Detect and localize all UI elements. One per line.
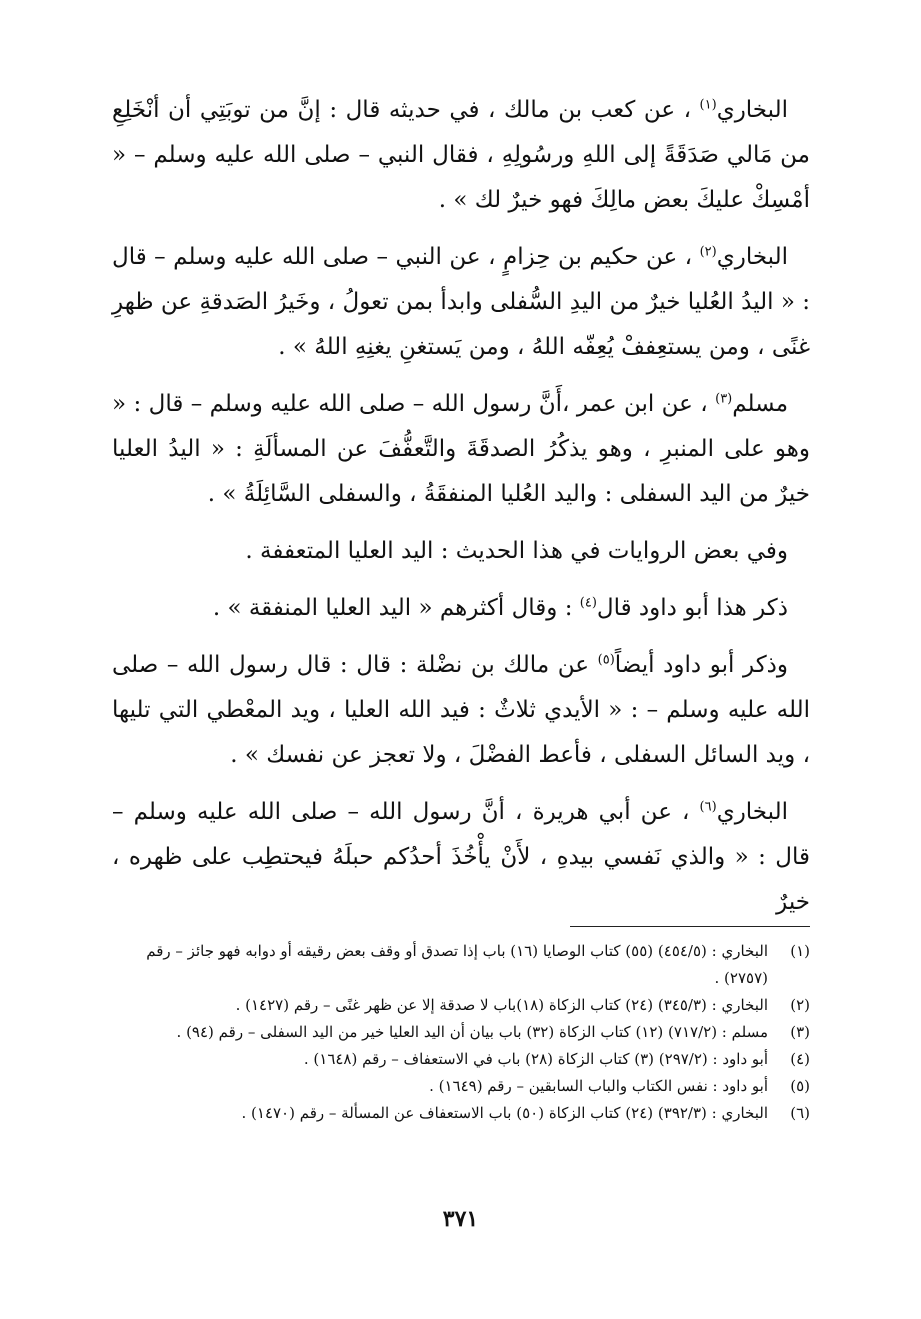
footnotes [112,938,810,1127]
footnote-ref[interactable]: (٤) [579,595,597,611]
footnote-number: (٤) [790,1050,810,1068]
footnote-4 [112,1046,810,1073]
source-name: البخاري [716,799,788,825]
footnote-ref[interactable]: (٥) [597,652,615,668]
footnote-2 [112,992,810,1019]
source-name: البخاري [716,97,788,123]
footnote-5 [112,1073,810,1100]
paragraph-text: وفي بعض الروايات في هذا الحديث : اليد العليا المتعففة . [245,538,788,564]
footnote-text: البخاري : (٣٩٢/٣) (٢٤) كتاب الزكاة (٥٠) باب الاستعفاف عن المسألة – رقم (١٤٧٠) . [241,1104,768,1122]
paragraph-text: : وقال أكثرهم « اليد العليا المنفقة » . [212,595,573,621]
source-name: مسلم [732,391,789,417]
footnote-ref[interactable]: (١) [699,97,717,113]
paragraph-text: ، عن كعب بن مالك ، في حديثه قال : إنَّ من توبَتِي أن أنْخَلِعِ من مَالي صَدَقَةً إلى اللهِ ورسُولِهِ ، فقال النبي – صلى الله عليه وسلم – « أمْسِكْ عليكَ بعض مالِكَ فهو خيرٌ لك » . [112,97,810,213]
paragraph-abu-dawud-2 [112,643,810,778]
footnote-ref[interactable]: (٣) [715,391,733,407]
paragraph-hadith-1 [112,88,810,223]
footnote-text: أبو داود : نفس الكتاب والباب السابقين – رقم (١٦٤٩) . [429,1077,768,1095]
footnote-separator [570,926,810,927]
footnote-1 [112,938,810,992]
paragraph-text: ، عن أبي هريرة ، أنَّ رسول الله – صلى الله عليه وسلم – قال : « والذي نَفسي بيدهِ ، لأَنْ يأْخُذَ أحدُكم حبلَهُ فيحتطِب على ظهره ، خيرٌ [112,799,810,915]
footnote-number: (٢) [790,996,810,1014]
footnote-text: البخاري : (٤٥٤/٥) (٥٥) كتاب الوصايا (١٦) باب إذا تصدق أو وقف بعض رقيقه أو دوابه فهو جائز – رقم (٢٧٥٧) . [146,942,768,987]
footnote-text: مسلم : (٧١٧/٢) (١٢) كتاب الزكاة (٣٢) باب بيان أن اليد العليا خير من اليد السفلى – رقم (٩٤) . [176,1023,768,1041]
footnote-ref[interactable]: (٦) [699,799,717,815]
footnote-number: (٥) [790,1077,810,1095]
paragraph-abu-dawud-1 [112,586,810,631]
paragraph-narrations [112,529,810,574]
footnote-number: (٦) [790,1104,810,1122]
footnote-number: (٣) [790,1023,810,1041]
footnote-number: (١) [790,942,810,960]
paragraph-text: عن مالك بن نضْلة : قال : قال رسول الله – صلى الله عليه وسلم – : « الأيدي ثلاثٌ : فيد الله العليا ، ويد المعْطي التي تليها ، ويد السائل السفلى ، فأعط الفضْلَ ، ولا تعجز عن نفسك » . [112,652,810,768]
source-name: وذكر أبو داود أيضاً [614,652,789,678]
source-name: ذكر هذا أبو داود قال [596,595,788,621]
paragraph-hadith-3 [112,382,810,517]
source-name: البخاري [716,244,789,270]
paragraph-text: ، عن حكيم بن حِزامٍ ، عن النبي – صلى الله عليه وسلم – قال : « اليدُ العُليا خيرٌ من اليدِ السُّفلى وابدأ بمن تعولُ ، وخَيرُ الصَدقةِ عن ظهرِ غنًى ، ومن يستعِففْ يُعِفّه اللهُ ، ومن يَستغنِ يغنِهِ اللهُ » . [112,244,810,360]
paragraph-text: ، عن ابن عمر ،أَنَّ رسول الله – صلى الله عليه وسلم – قال : « وهو على المنبرِ ، وهو يذكُرُ الصدقَةَ والتَّعفُّفَ عن المسألَةِ : « اليدُ العليا خيرٌ من اليد السفلى : واليد العُليا المنفقَةُ ، والسفلى السَّائِلَةُ » . [112,391,810,507]
page-number: ٣٧١ [442,1206,479,1232]
footnote-text: أبو داود : (٢٩٧/٢) (٣) كتاب الزكاة (٢٨) باب في الاستعفاف – رقم (١٦٤٨) . [303,1050,768,1068]
paragraph-hadith-6 [112,790,810,925]
paragraph-hadith-2 [112,235,810,370]
footnote-text: البخاري : (٣٤٥/٣) (٢٤) كتاب الزكاة (١٨)باب لا صدقة إلا عن ظهر غنًى – رقم (١٤٢٧) . [235,996,768,1014]
main-text [112,88,810,925]
footnote-3 [112,1019,810,1046]
footnote-6 [112,1100,810,1127]
footnote-ref[interactable]: (٢) [699,244,717,260]
